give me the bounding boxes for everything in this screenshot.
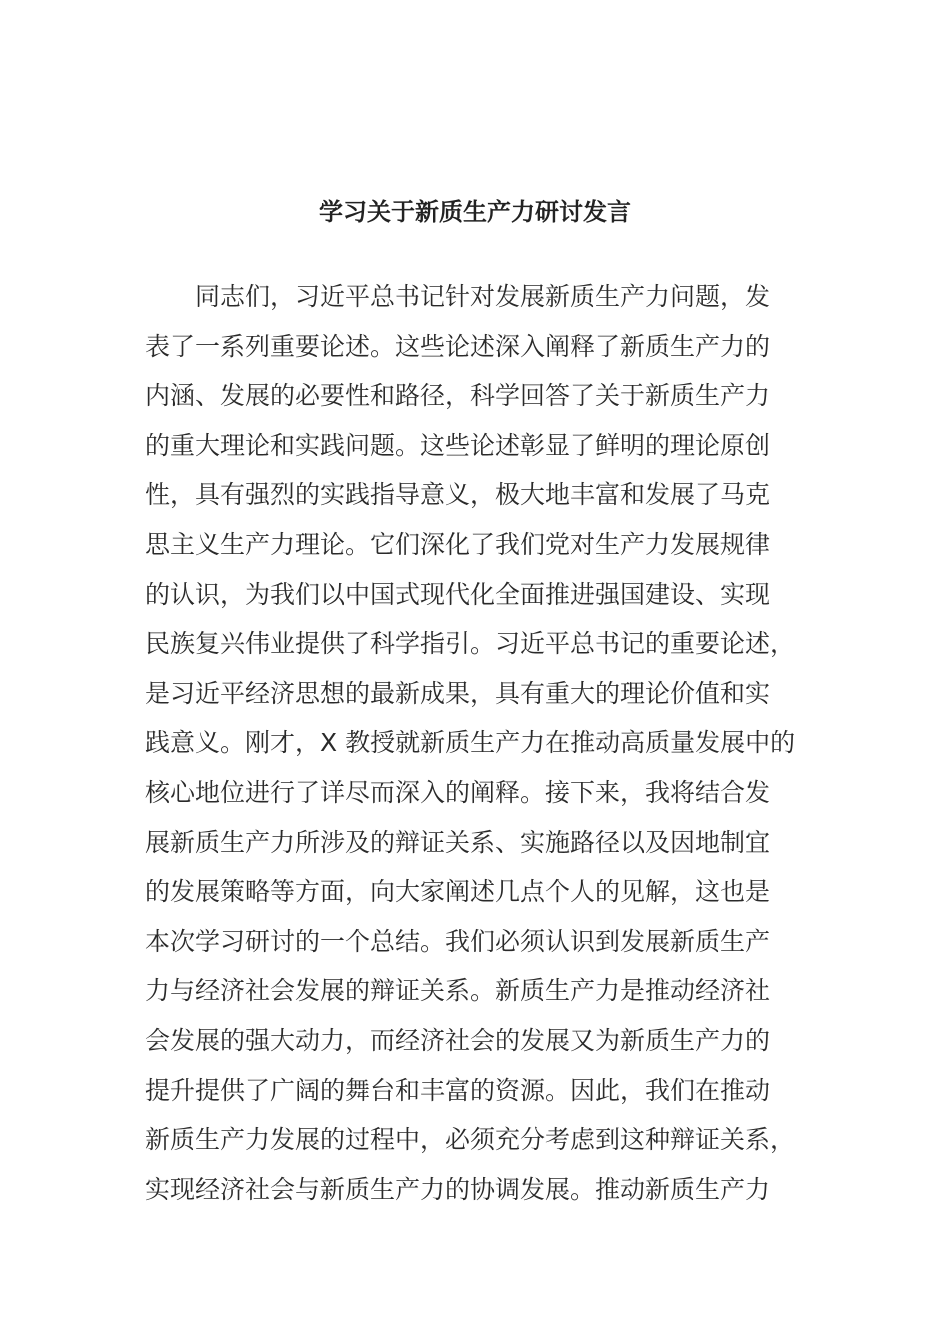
paragraph-line: 展新质生产力所涉及的辩证关系、实施路径以及因地制宜 (145, 827, 771, 857)
paragraph-line: 表了一系列重要论述。这些论述深入阐释了新质生产力的 (145, 331, 771, 361)
paragraph-line: 是习近平经济思想的最新成果，具有重大的理论价值和实 (145, 678, 771, 708)
paragraph-line: 思主义生产力理论。它们深化了我们党对生产力发展规律 (145, 529, 771, 559)
paragraph-line: 实现经济社会与新质生产力的协调发展。推动新质生产力 (145, 1174, 771, 1204)
paragraph-line: 本次学习研讨的一个总结。我们必须认识到发展新质生产 (145, 926, 771, 956)
paragraph-line: 提升提供了广阔的舞台和丰富的资源。因此，我们在推动 (145, 1075, 771, 1105)
paragraph-line: 同志们，习近平总书记针对发展新质生产力问题，发 (195, 282, 771, 311)
paragraph-line: 民族复兴伟业提供了科学指引。习近平总书记的重要论述， (145, 629, 796, 659)
paragraph-line: 内涵、发展的必要性和路径，科学回答了关于新质生产力 (145, 381, 771, 411)
document-title: 学习关于新质生产力研讨发言 (319, 198, 631, 226)
paragraph-line: 践意义。刚才，X 教授就新质生产力在推动高质量发展中的 (145, 728, 796, 758)
paragraph-line: 的重大理论和实践问题。这些论述彰显了鲜明的理论原创 (145, 430, 771, 460)
paragraph-line: 的认识，为我们以中国式现代化全面推进强国建设、实现 (145, 579, 771, 609)
paragraph-line: 的发展策略等方面，向大家阐述几点个人的见解，这也是 (145, 877, 771, 907)
paragraph-line: 性，具有强烈的实践指导意义，极大地丰富和发展了马克 (145, 480, 771, 510)
document-body (145, 272, 810, 1214)
paragraph-line: 力与经济社会发展的辩证关系。新质生产力是推动经济社 (145, 976, 771, 1006)
paragraph-line: 会发展的强大动力，而经济社会的发展又为新质生产力的 (145, 1025, 771, 1055)
paragraph-line: 核心地位进行了详尽而深入的阐释。接下来，我将结合发 (145, 777, 771, 807)
paragraph-line: 新质生产力发展的过程中，必须充分考虑到这种辩证关系， (145, 1125, 796, 1155)
